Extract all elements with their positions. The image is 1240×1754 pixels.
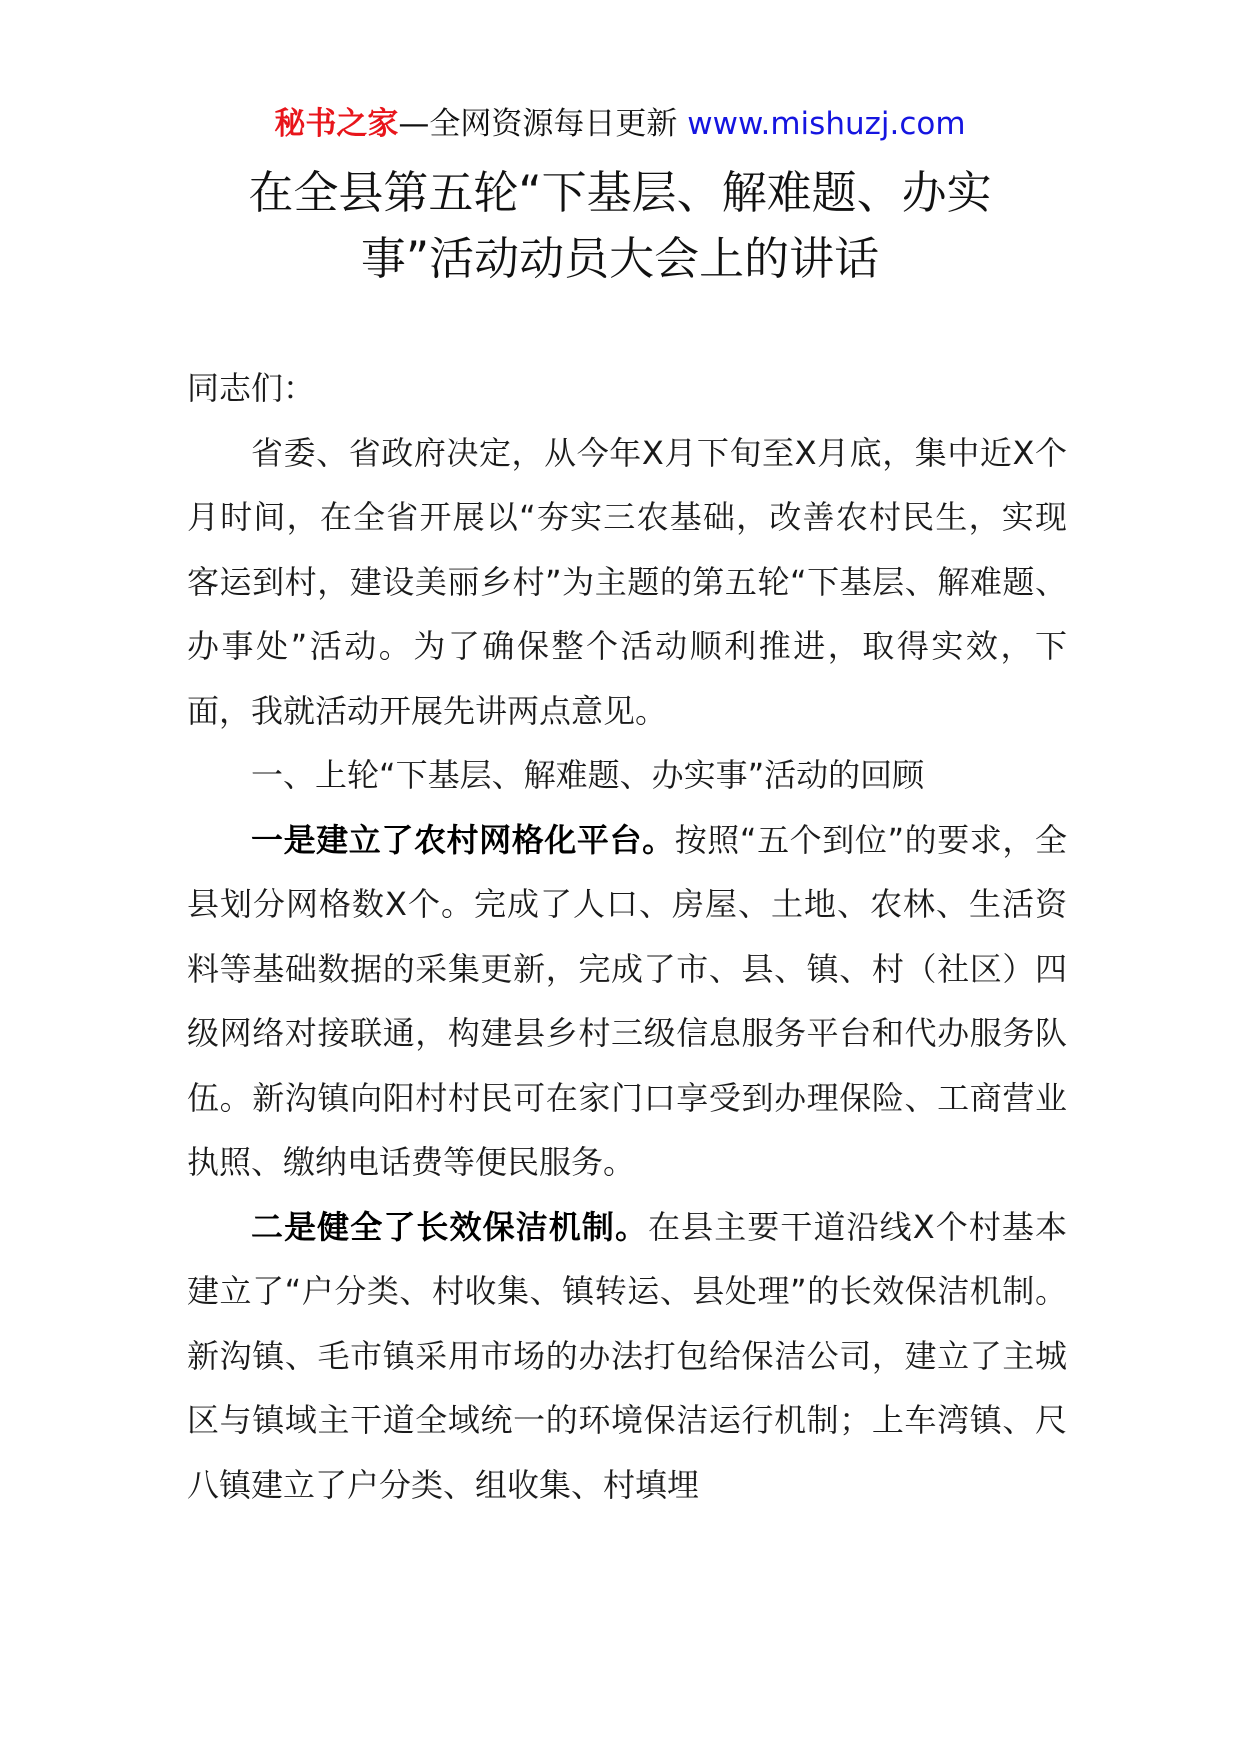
site-header xyxy=(0,100,1240,148)
site-brand: 秘书之家 xyxy=(274,106,399,142)
salutation: 同志们： xyxy=(187,369,316,407)
paragraph-item-2 xyxy=(187,1195,1067,1518)
paragraph-item-1 xyxy=(187,808,1067,1195)
site-tagline: —全网资源每日更新 xyxy=(398,106,688,142)
document-body xyxy=(187,356,1067,1517)
title-line-1: 在全县第五轮“下基层、解难题、办实 xyxy=(248,166,992,219)
paragraph-intro: 省委、省政府决定，从今年X月下旬至X月底，集中近X个月时间，在全省开展以“夯实三农基础，改善农村民生，实现客运到村，建设美丽乡村”为主题的第五轮“下基层、解难题、办事处”活动。为了确保整个活动顺利推进，取得实效，下面，我就活动开展先讲两点意见。 xyxy=(187,433,1067,730)
document-title xyxy=(150,160,1090,292)
site-url: www.mishuzj.com xyxy=(687,106,966,142)
item-2-text: 在县主要干道沿线X个村基本建立了“户分类、村收集、镇转运、县处理”的长效保洁机制。新沟镇、毛市镇采用市场的办法打包给保洁公司，建立了主城区与镇域主干道全域统一的环境保洁运行机制；上车湾镇、尺八镇建立了户分类、组收集、村填埋 xyxy=(187,1207,1067,1504)
item-2-lead: 二是健全了长效保洁机制。 xyxy=(251,1207,649,1246)
item-1-text: 按照“五个到位”的要求，全县划分网格数X个。完成了人口、房屋、土地、农林、生活资料等基础数据的采集更新，完成了市、县、镇、村（社区）四级网络对接联通，构建县乡村三级信息服务平台和代办服务队伍。新沟镇向阳村村民可在家门口享受到办理保险、工商营业执照、缴纳电话费等便民服务。 xyxy=(187,820,1067,1181)
item-1-lead: 一是建立了农村网格化平台。 xyxy=(251,820,675,859)
section-heading-1: 一、上轮“下基层、解难题、办实事”活动的回顾 xyxy=(251,756,925,794)
title-line-2: 事”活动动员大会上的讲话 xyxy=(360,232,880,285)
